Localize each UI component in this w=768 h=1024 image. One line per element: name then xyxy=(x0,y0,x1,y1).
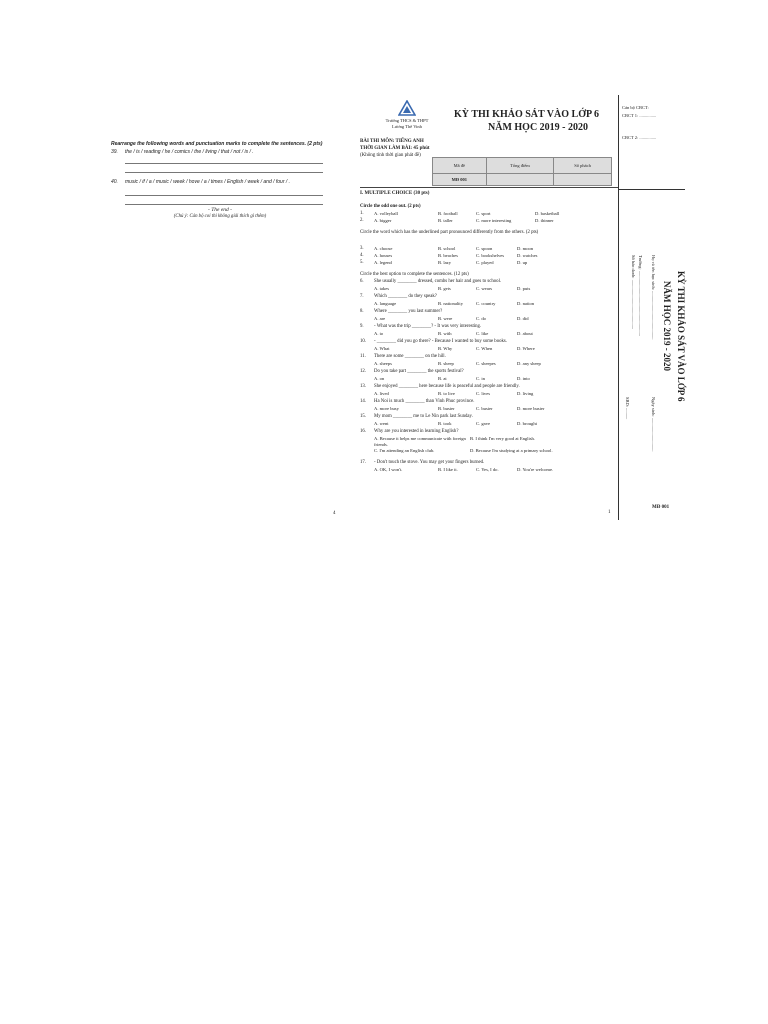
left-page xyxy=(105,135,335,535)
option: A. What xyxy=(374,346,390,351)
option: B. gets xyxy=(438,286,451,291)
option: B. with xyxy=(438,331,452,336)
question-number: 12. xyxy=(360,369,366,374)
question-number: 3. xyxy=(360,246,364,251)
question-stem: She usually ________ dressed, combs her hair and goes to school. xyxy=(374,279,502,284)
option: C. sport xyxy=(476,211,491,216)
header-serial-number: Số phách xyxy=(554,158,612,174)
option: D. living xyxy=(517,391,534,396)
question-stem: There are some ________ on the hill. xyxy=(374,354,446,359)
option: C. busier xyxy=(476,406,493,411)
option: D. puts xyxy=(517,286,531,291)
vertical-school-year: NĂM HỌC 2019 - 2020 xyxy=(662,281,672,371)
option: C. lives xyxy=(476,391,491,396)
option: D. Because I'm studying at a primary school. xyxy=(470,448,553,453)
option: C. I'm attending an English club. xyxy=(374,448,435,453)
exam-code-table xyxy=(432,157,612,186)
question-number: 16. xyxy=(360,429,366,434)
option: C. bookshelves xyxy=(476,253,505,258)
option: D. watches xyxy=(517,253,538,258)
option: A. more busy xyxy=(374,406,399,411)
q40-answer-line-1 xyxy=(125,195,323,196)
option: B. lazy xyxy=(438,260,452,265)
vertical-student-name: Họ và tên học sinh: ........................................... xyxy=(651,255,656,340)
option: A. sheeps xyxy=(374,361,392,366)
option: D. thinner xyxy=(535,218,554,223)
option: C. played xyxy=(476,260,494,265)
option: B. nationality xyxy=(438,301,464,306)
right-page xyxy=(360,95,685,520)
proctor-box xyxy=(618,95,685,190)
question-stem: She enjoyed ________ here because life is peaceful and people are friendly. xyxy=(374,384,520,389)
q40-text: music / if / a / music / week / hove / a / times / English / week / and / four / . xyxy=(125,179,291,185)
option: C. When xyxy=(476,346,493,351)
vertical-sbd: SBD: .......... xyxy=(625,397,630,420)
option: C. in xyxy=(476,376,485,381)
option: B. beaches xyxy=(438,253,458,258)
option: A. choose xyxy=(374,246,393,251)
section-heading: I. MULTIPLE CHOICE (30 pts) xyxy=(360,191,430,196)
question-number: 2. xyxy=(360,218,364,223)
option: A. language xyxy=(374,301,397,306)
question-number: 7. xyxy=(360,294,364,299)
option: B. football xyxy=(438,211,458,216)
question-stem: - What was the trip ________? - It was very interesting. xyxy=(374,324,482,329)
section-divider xyxy=(360,187,618,188)
option: A. to xyxy=(374,331,384,336)
option: D. nation xyxy=(517,301,535,306)
question-number: 4. xyxy=(360,253,364,258)
question-number: 17. xyxy=(360,460,366,465)
exam-title: KỲ THI KHẢO SÁT VÀO LỚP 6 xyxy=(454,109,600,120)
question-stem: My mom ________ me to Le Nin park last Sunday. xyxy=(374,414,473,419)
option: B. at xyxy=(438,376,447,381)
option: B. I think I'm very good at English. xyxy=(470,436,536,441)
option: B. Why xyxy=(438,346,453,351)
option: D. You're welcome. xyxy=(517,467,554,472)
option: D. brought xyxy=(517,421,537,426)
question-number: 1. xyxy=(360,211,364,216)
proctor-2: CBCT 2: ............... xyxy=(622,135,657,140)
option: D. Where xyxy=(517,346,535,351)
option: A. takes xyxy=(374,286,390,291)
question-number: 11. xyxy=(360,354,366,359)
option: C. wears xyxy=(476,286,493,291)
option: A. Because it helps me communicate with foreign friends. xyxy=(374,436,466,447)
vertical-dob: Ngày sinh: .............................. xyxy=(651,397,656,452)
question-number: 5. xyxy=(360,260,364,265)
q39-answer-line-2 xyxy=(125,172,323,173)
option: A. OK, I won't. xyxy=(374,467,403,472)
end-marker: - The end - xyxy=(208,207,232,213)
serial-number-cell xyxy=(554,174,612,186)
exam-time: THỜI GIAN LÀM BÀI: 45 phút xyxy=(360,146,430,151)
exam-time-note: (Không tính thời gian phát đề) xyxy=(360,153,421,158)
proctor-note: (Chú ý: Cán bộ coi thi không giải thích gì thêm) xyxy=(173,214,267,219)
school-year: NĂM HỌC 2019 - 2020 xyxy=(488,122,588,133)
option: D. basketball xyxy=(535,211,560,216)
question-number: 8. xyxy=(360,309,364,314)
right-page-number: 1 xyxy=(608,510,611,515)
question-number: 14. xyxy=(360,399,366,404)
left-page-number: 4 xyxy=(333,511,336,516)
q40-number: 40. xyxy=(111,179,118,185)
option: A. bigger xyxy=(374,218,392,223)
option: B. sheep xyxy=(438,361,454,366)
option: B. busier xyxy=(438,406,455,411)
school-logo-icon xyxy=(398,100,416,116)
subject: BÀI THI MÔN: TIẾNG ANH xyxy=(360,139,424,144)
q39-text: the / is / reading / he / comics / the / living / that / not / is / . xyxy=(125,149,254,155)
option: A. are xyxy=(374,316,386,321)
option: A. houses xyxy=(374,253,393,258)
option: C. sheepes xyxy=(476,361,496,366)
question-stem: Which ________ do they speak? xyxy=(374,294,437,299)
cut-line xyxy=(618,95,619,520)
option: A. legend xyxy=(374,260,392,265)
header-exam-code: Mã đề xyxy=(433,158,487,174)
proctor-1: CBCT 1: ............... xyxy=(622,113,657,118)
question-number: 13. xyxy=(360,384,366,389)
question-stem: Why are you interested in learning English? xyxy=(374,429,459,434)
option: C. do xyxy=(476,316,486,321)
school-name-line2: Lương Thế Vinh xyxy=(392,124,422,129)
question-stem: Do you take part ________ the sports festival? xyxy=(374,369,464,374)
q39-number: 39. xyxy=(111,149,118,155)
q39-answer-line-1 xyxy=(125,163,323,164)
option: B. took xyxy=(438,421,452,426)
question-stem: Ha Noi is much ________ than Vinh Phuc province. xyxy=(374,399,475,404)
option: D. did xyxy=(517,316,529,321)
part1-instruction: Circle the odd one out. (2 pts) xyxy=(360,204,421,209)
exam-code-footer: MĐ 001 xyxy=(652,505,670,510)
option: B. were xyxy=(438,316,453,321)
question-number: 15. xyxy=(360,414,366,419)
option: A. volleyball xyxy=(374,211,398,216)
option: C. more interesting xyxy=(476,218,512,223)
total-score-cell xyxy=(486,174,554,186)
option: B. I like it. xyxy=(438,467,458,472)
question-stem: - Don't touch the stove. You may get your fingers burned. xyxy=(374,460,485,465)
q40-answer-line-2 xyxy=(125,204,323,205)
proctor-label: Cán bộ CBCT: xyxy=(622,105,649,110)
option: A. lived xyxy=(374,391,389,396)
option: D. up xyxy=(517,260,528,265)
option: C. gave xyxy=(476,421,491,426)
vertical-exam-title: KỲ THI KHẢO SÁT VÀO LỚP 6 xyxy=(676,271,686,402)
question-stem: - ________ did you go there? - Because I wanted to buy some books. xyxy=(374,339,507,344)
option: C. spoon xyxy=(476,246,493,251)
option: C. country xyxy=(476,301,496,306)
option: A. on xyxy=(374,376,385,381)
exam-code-value: MĐ 001 xyxy=(433,174,487,186)
question-number: 10. xyxy=(360,339,366,344)
option: D. into xyxy=(517,376,530,381)
option: C. Yes, I do. xyxy=(476,467,499,472)
rearrange-instruction: Rearrange the following words and punctuation marks to complete the sentences. (2 pts) xyxy=(111,141,323,147)
option: C. like xyxy=(476,331,489,336)
vertical-school: Trường: .......................................................... xyxy=(638,255,643,337)
option: D. moon xyxy=(517,246,534,251)
part2-instruction: Circle the word which has the underlined part pronounced differently from the others. (2 pts) xyxy=(360,230,539,235)
option: B. school xyxy=(438,246,456,251)
option: B. taller xyxy=(438,218,453,223)
option: D. about xyxy=(517,331,533,336)
option: D. more busier xyxy=(517,406,545,411)
question-number: 9. xyxy=(360,324,364,329)
question-stem: Where ________ you last summer? xyxy=(374,309,443,314)
question-number: 6. xyxy=(360,279,364,284)
header-total-score: Tổng điểm xyxy=(486,158,554,174)
vertical-candidate-number: Số báo danh: ............................................ xyxy=(631,255,636,330)
option: A. went xyxy=(374,421,389,426)
school-name-line1: Trường THCS & THPT xyxy=(385,118,429,123)
part3-instruction: Circle the best option to complete the sentences. (12 pts) xyxy=(360,272,469,277)
option: B. to live xyxy=(438,391,455,396)
option: D. any sheep xyxy=(517,361,541,366)
